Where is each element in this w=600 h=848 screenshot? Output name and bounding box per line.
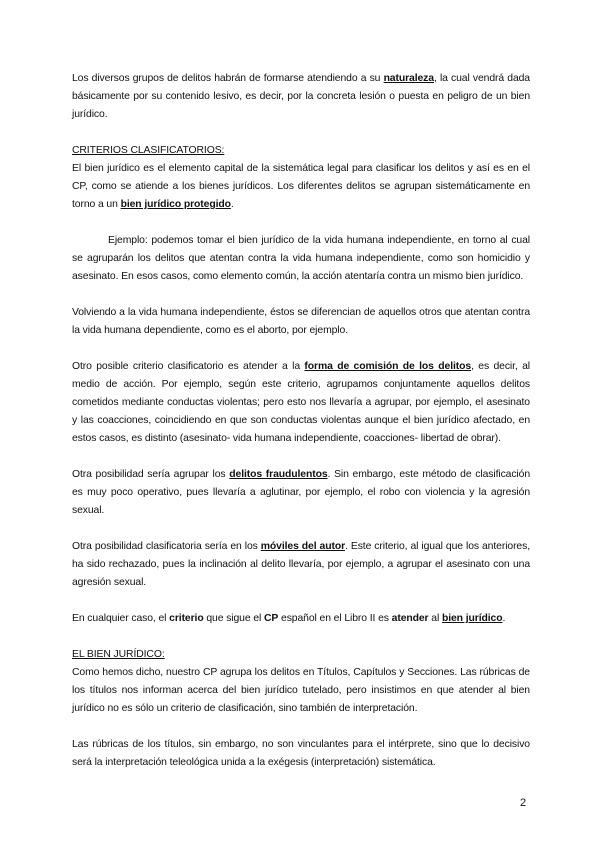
- paragraph-vida-humana: Volviendo a la vida humana independiente, éstos se diferencian de aquellos otros que atentan contra la vida humana dependiente, como es el aborto, por ejemplo.: [72, 307, 530, 336]
- text-run: que sigue el: [203, 613, 265, 624]
- page-content: [72, 70, 530, 772]
- text-run: Otro posible criterio clasificatorio es atender a la: [72, 361, 305, 372]
- emphasis-bien-juridico-protegido: bien jurídico protegido: [120, 199, 231, 210]
- paragraph-naturaleza: [72, 70, 530, 124]
- text-run: En cualquier caso, el: [72, 613, 170, 624]
- text-run: Otra posibilidad sería agrupar los: [72, 469, 230, 480]
- emphasis-naturaleza: naturaleza: [383, 73, 434, 84]
- paragraph-delitos-fraudulentos: [72, 466, 530, 520]
- text-run: al: [428, 613, 442, 624]
- text-run: El bien jurídico es el elemento capital de la sistemática legal para clasificar los delitos y así es en el CP, como se atiende a los bienes jurídicos. Los diferentes delitos se agrupan sistemáticamente en torno a un: [72, 163, 530, 210]
- emphasis-criterio: criterio: [169, 613, 204, 624]
- emphasis-atender: atender: [391, 613, 429, 624]
- heading-el-bien-juridico: EL BIEN JURÍDICO:: [72, 649, 165, 660]
- paragraph-forma-comision: [72, 358, 530, 448]
- text-run: , es decir, al medio de acción. Por ejemplo, según este criterio, agrupamos conjuntamente aquellos delitos cometidos mediante conductas violentas; pero esto nos llevaría a agrupar, por ejemplo, el asesinato y las coacciones, coincidiendo en que son conductas violentas aunque el bien jurídico afectado, en estos casos, es distinto (asesinato- vida humana independiente, coacciones- libertad de obrar).: [72, 361, 531, 444]
- text-run: Los diversos grupos de delitos habrán de formarse atendiendo a su: [72, 73, 384, 84]
- text-run: , la cual vendrá dada básicamente por su contenido lesivo, es decir, por la concreta lesión o puesta en peligro de un bien jurídico.: [72, 73, 530, 120]
- page-number: 2: [520, 797, 527, 809]
- heading-criterios-clasificatorios: CRITERIOS CLASIFICATORIOS:: [72, 145, 225, 156]
- paragraph-ejemplo: Ejemplo: podemos tomar el bien jurídico de la vida humana independiente, en torno al cual se agruparán los delitos que atentan contra la vida humana independiente, como son homicidio y asesinato. En esos casos, como elemento común, la acción atentaría contra un mismo bien jurídico.: [72, 235, 530, 282]
- text-run: . Sin embargo, este método de clasificación es muy poco operativo, pues llevaría a aglutinar, por ejemplo, el robo con violencia y la agresión sexual.: [72, 469, 530, 516]
- text-run: . Este criterio, al igual que los anteriores, ha sido rechazado, pues la inclinación al delito llevaría, por ejemplo, a agrupar el asesinato con una agresión sexual.: [72, 541, 530, 588]
- paragraph-moviles-autor: [72, 538, 530, 592]
- emphasis-forma-comision: forma de comisión de los delitos: [304, 361, 472, 372]
- text-run: Otra posibilidad clasificatoria sería en los: [72, 541, 261, 552]
- text-run: .: [230, 199, 234, 210]
- emphasis-delitos-fraudulentos: delitos fraudulentos: [229, 469, 328, 480]
- emphasis-bien-juridico: bien jurídico: [441, 613, 503, 624]
- paragraph-bien-juridico-capital: [72, 160, 530, 214]
- paragraph-titulos-capitulos: Como hemos dicho, nuestro CP agrupa los delitos en Títulos, Capítulos y Secciones. Las rúbricas de los títulos nos informan acerca del bien jurídico tutelado, pero insistimos en que atender al bien jurídico no es sólo un criterio de clasificación, sino también de interpretación.: [72, 667, 530, 714]
- text-run: español en el Libro II es: [278, 613, 392, 624]
- paragraph-rubricas: Las rúbricas de los títulos, sin embargo, no son vinculantes para el intérprete, sino que lo decisivo será la interpretación teleológica unida a la exégesis (interpretación) sistemática.: [72, 739, 530, 768]
- emphasis-cp: CP: [264, 613, 279, 624]
- paragraph-criterio-cp: [72, 610, 530, 628]
- text-run: .: [502, 613, 506, 624]
- emphasis-moviles-autor: móviles del autor: [260, 541, 346, 552]
